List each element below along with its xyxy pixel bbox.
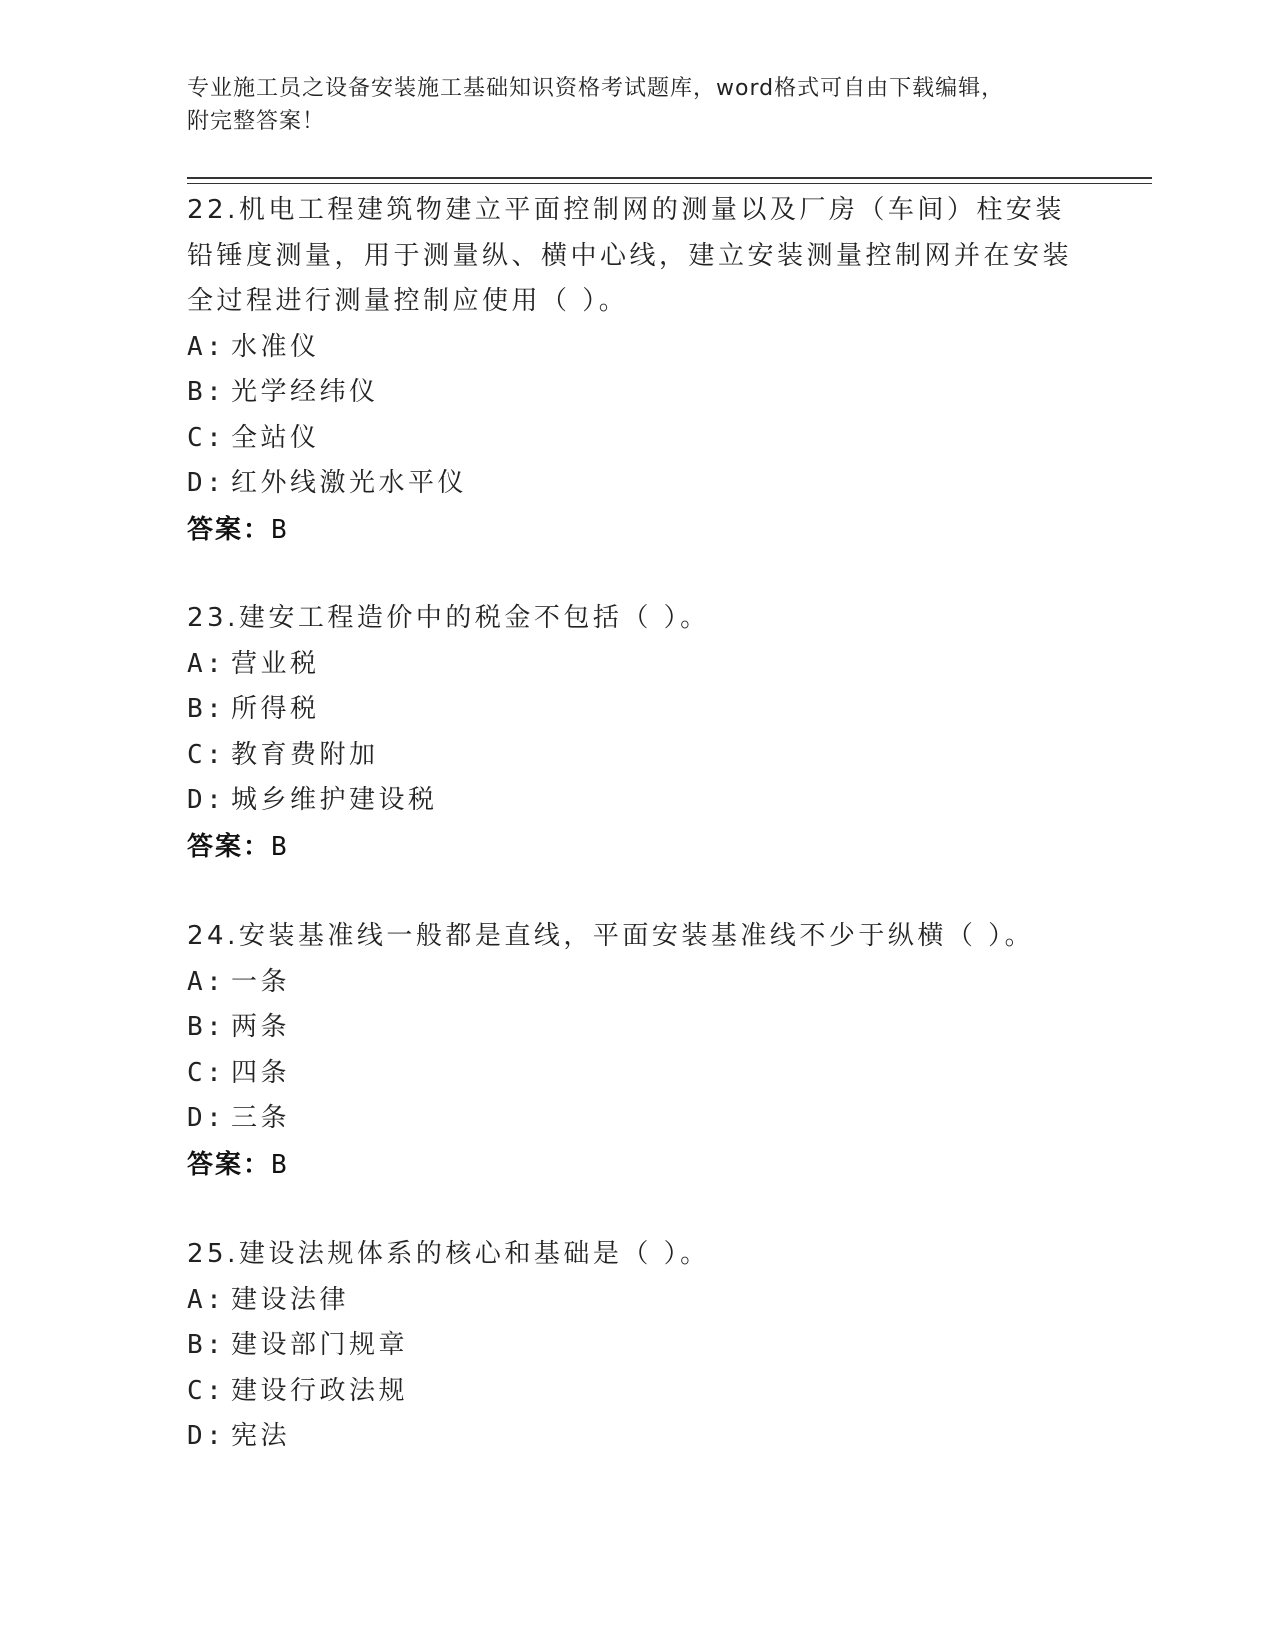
option-c bbox=[187, 733, 1087, 779]
option-text: 城乡维护建设税 bbox=[231, 785, 438, 815]
option-key: A: bbox=[187, 966, 226, 997]
option-key: A: bbox=[187, 331, 226, 362]
answer-line bbox=[187, 507, 1087, 553]
answer-value: B bbox=[271, 831, 289, 862]
option-key: B: bbox=[187, 1330, 226, 1360]
option-a bbox=[187, 1278, 1087, 1324]
option-key: C: bbox=[187, 422, 226, 453]
option-b bbox=[187, 370, 1087, 416]
option-key: C: bbox=[187, 739, 226, 770]
header-divider-thick bbox=[187, 177, 1152, 179]
option-text: 水准仪 bbox=[231, 331, 320, 362]
question-23 bbox=[187, 596, 1087, 870]
question-stem: 22.机电工程建筑物建立平面控制网的测量以及厂房（车间）柱安装铅锤度测量，用于测量纵、横中心线，建立安装测量控制网并在安装全过程进行测量控制应使用（ ）。 bbox=[187, 195, 1073, 316]
question-25 bbox=[187, 1232, 1087, 1460]
option-key: B: bbox=[187, 377, 226, 407]
answer-line bbox=[187, 824, 1087, 870]
question-22 bbox=[187, 188, 1087, 553]
option-text: 营业税 bbox=[231, 648, 320, 679]
option-d bbox=[187, 461, 1087, 507]
option-a bbox=[187, 325, 1087, 371]
option-text: 两条 bbox=[231, 1012, 291, 1042]
option-a bbox=[187, 960, 1087, 1006]
answer-line bbox=[187, 1142, 1087, 1188]
option-text: 所得税 bbox=[231, 694, 320, 724]
header-line-1: 专业施工员之设备安装施工基础知识资格考试题库，word格式可自由下载编辑， bbox=[187, 76, 1005, 101]
option-text: 建设部门规章 bbox=[231, 1330, 409, 1360]
option-key: A: bbox=[187, 1284, 226, 1315]
option-b bbox=[187, 1323, 1087, 1369]
option-key: D: bbox=[187, 1103, 226, 1133]
option-text: 建设法律 bbox=[231, 1284, 350, 1315]
document-header bbox=[187, 72, 1087, 138]
header-line-2: 附完整答案！ bbox=[187, 109, 326, 134]
option-key: B: bbox=[187, 1012, 226, 1042]
option-d bbox=[187, 1096, 1087, 1142]
option-d bbox=[187, 778, 1087, 824]
answer-value: B bbox=[271, 514, 289, 545]
option-d bbox=[187, 1414, 1087, 1460]
option-text: 光学经纬仪 bbox=[231, 377, 379, 407]
option-text: 宪法 bbox=[231, 1421, 291, 1451]
option-b bbox=[187, 687, 1087, 733]
question-24 bbox=[187, 914, 1087, 1188]
answer-label: 答案： bbox=[187, 1149, 272, 1180]
option-key: A: bbox=[187, 648, 226, 679]
option-text: 红外线激光水平仪 bbox=[231, 468, 468, 498]
question-stem: 24.安装基准线一般都是直线，平面安装基准线不少于纵横（ ）。 bbox=[187, 921, 1035, 951]
option-b bbox=[187, 1005, 1087, 1051]
question-stem: 25.建设法规体系的核心和基础是（ ）。 bbox=[187, 1239, 710, 1269]
option-text: 建设行政法规 bbox=[231, 1375, 409, 1406]
answer-label: 答案： bbox=[187, 831, 272, 862]
option-key: B: bbox=[187, 694, 226, 724]
option-text: 一条 bbox=[231, 966, 291, 997]
option-text: 四条 bbox=[231, 1057, 291, 1088]
option-key: D: bbox=[187, 785, 226, 815]
option-key: D: bbox=[187, 1421, 226, 1451]
option-key: D: bbox=[187, 468, 226, 498]
option-key: C: bbox=[187, 1057, 226, 1088]
answer-value: B bbox=[271, 1149, 289, 1180]
option-text: 全站仪 bbox=[231, 422, 320, 453]
option-c bbox=[187, 1369, 1087, 1415]
header-divider-thin bbox=[187, 183, 1152, 184]
option-c bbox=[187, 416, 1087, 462]
option-text: 教育费附加 bbox=[231, 739, 379, 770]
option-c bbox=[187, 1051, 1087, 1097]
option-text: 三条 bbox=[231, 1103, 291, 1133]
question-stem: 23.建安工程造价中的税金不包括（ ）。 bbox=[187, 603, 710, 633]
answer-label: 答案： bbox=[187, 514, 272, 545]
option-a bbox=[187, 642, 1087, 688]
option-key: C: bbox=[187, 1375, 226, 1406]
